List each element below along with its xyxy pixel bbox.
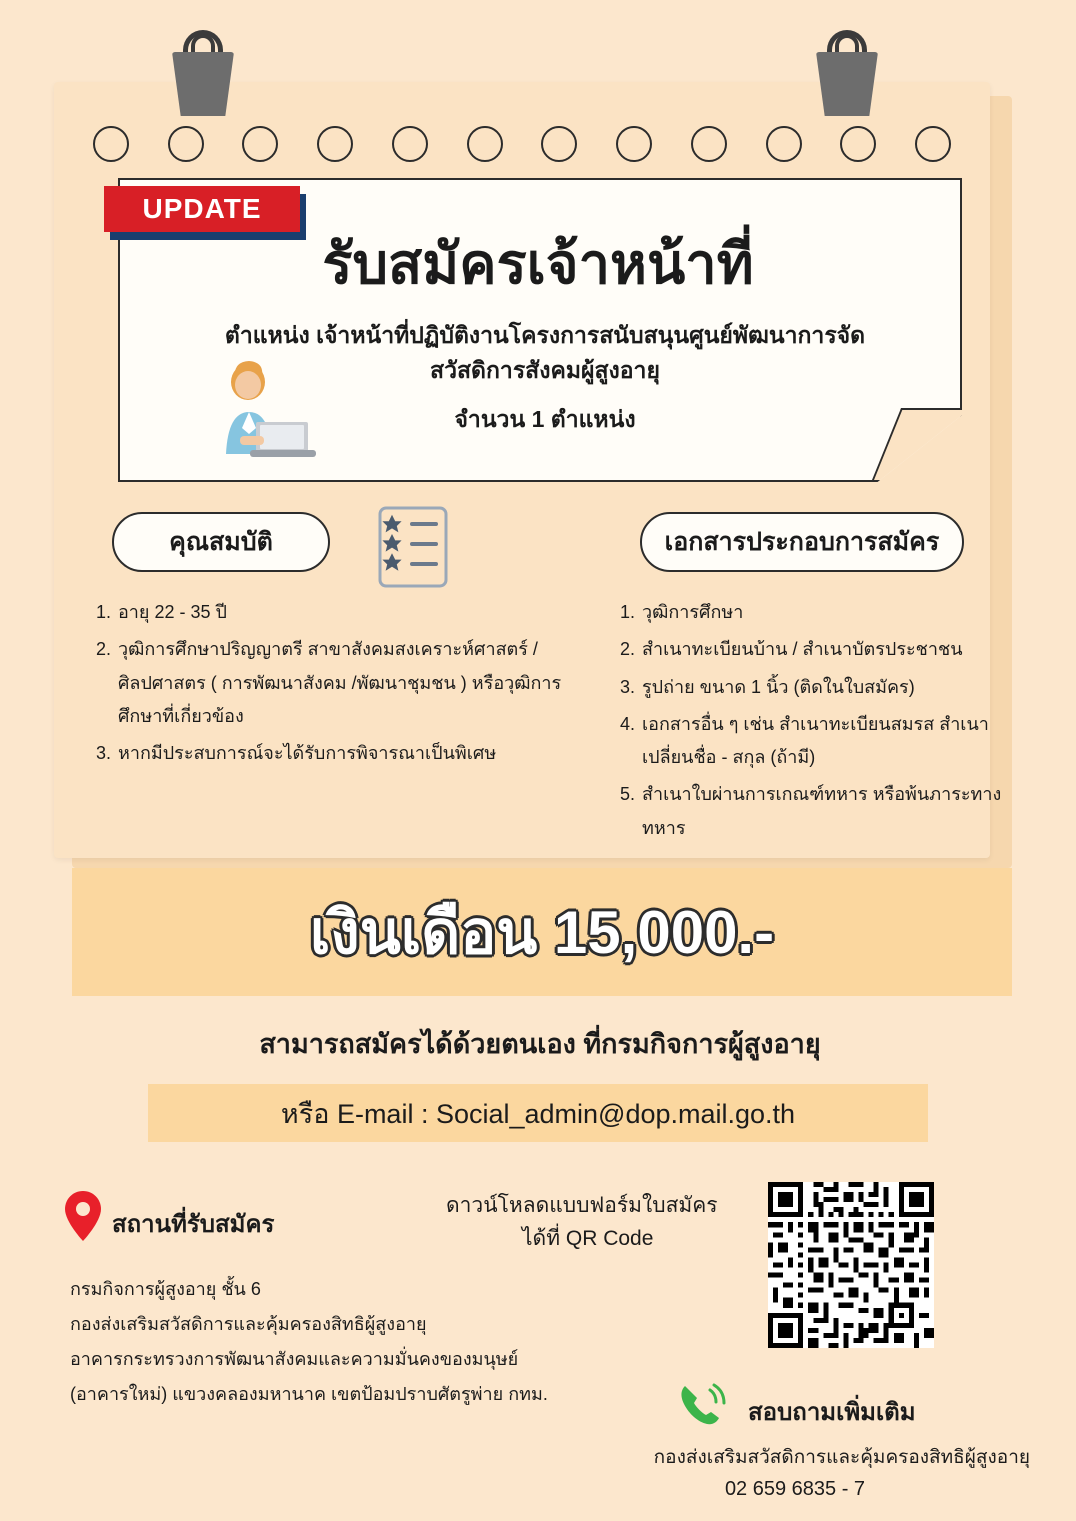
salary-band: [72, 868, 1012, 996]
binder-clip-icon: [172, 30, 234, 116]
phone-ringing-icon: [676, 1382, 726, 1428]
list-item-number: 5.: [620, 784, 636, 805]
qualifications-list: [96, 596, 566, 774]
punch-hole: [691, 126, 727, 162]
location-address: [70, 1272, 590, 1412]
apply-instructions: สามารถสมัครได้ด้วยตนเอง ที่กรมกิจการผู้สูงอายุ: [259, 1029, 821, 1059]
list-item-text: รูปถ่าย ขนาด 1 นิ้ว (ติดในใบสมัคร): [642, 676, 915, 697]
list-item: [620, 671, 1020, 704]
list-item-text: อายุ 22 - 35 ปี: [118, 602, 227, 622]
qr-caption-line-1: ดาวน์โหลดแบบฟอร์มใบสมัคร: [446, 1194, 718, 1217]
qualifications-pill-label: คุณสมบัติ: [169, 528, 273, 556]
list-item-text: หากมีประสบการณ์จะได้รับการพิจารณาเป็นพิเศษ: [118, 743, 497, 764]
address-line: กรมกิจการผู้สูงอายุ ชั้น 6: [70, 1279, 261, 1299]
list-item-number: 2.: [620, 639, 636, 660]
list-item: [620, 708, 1020, 775]
list-item-number: 1.: [96, 602, 112, 622]
list-item-text: เอกสารอื่น ๆ เช่น สำเนาทะเบียนสมรส สำเนาเปลี่ยนชื่อ - สกุล (ถ้ามี): [642, 713, 989, 768]
list-item: [96, 633, 566, 733]
punch-hole: [840, 126, 876, 162]
qualifications-pill: [112, 512, 330, 572]
address-line: (อาคารใหม่) แขวงคลองมหานาค เขตป้อมปราบศัตรูพ่าย กทม.: [70, 1384, 548, 1405]
status-badge: [104, 186, 300, 232]
page-title: รับสมัครเจ้าหน้าที่: [322, 232, 754, 295]
subtitle-line-2: สวัสดิการสังคมผู้สูงอายุ: [430, 356, 660, 383]
punch-hole: [467, 126, 503, 162]
documents-list: [620, 596, 1020, 849]
list-item-text: สำเนาใบผ่านการเกณฑ์ทหาร หรือพ้นภาระทางทหาร: [642, 784, 1002, 838]
address-line: กองส่งเสริมสวัสดิการและคุ้มครองสิทธิผู้สูงอายุ: [70, 1314, 427, 1335]
qr-caption-line-2: ได้ที่ QR Code: [522, 1226, 654, 1250]
punch-hole-row: [54, 124, 990, 164]
punch-hole: [541, 126, 577, 162]
list-item: [96, 737, 566, 770]
list-item-number: 3.: [620, 676, 636, 697]
documents-pill-label: เอกสารประกอบการสมัคร: [664, 528, 940, 556]
punch-hole: [168, 126, 204, 162]
punch-hole: [392, 126, 428, 162]
list-item: [620, 633, 1020, 666]
email-box[interactable]: [148, 1084, 928, 1142]
punch-hole: [93, 126, 129, 162]
list-item-text: วุฒิการศึกษาปริญญาตรี สาขาสังคมสงเคราะห์ศาสตร์ / ศิลปศาสตร ( การพัฒนาสังคม /พัฒนาชุมชน ) หรือวุฒิการศึกษาที่เกี่ยวข้อง: [118, 639, 562, 726]
punch-hole: [317, 126, 353, 162]
list-item-number: 1.: [620, 602, 636, 622]
list-item-text: สำเนาทะเบียนบ้าน / สำเนาบัตรประชาชน: [642, 639, 963, 660]
list-item-number: 2.: [96, 639, 112, 660]
location-pin-icon: [64, 1190, 102, 1242]
list-item-number: 3.: [96, 743, 112, 764]
email-text: หรือ E-mail : Social_admin@dop.mail.go.th: [280, 1098, 796, 1129]
punch-hole: [766, 126, 802, 162]
contact-department: กองส่งเสริมสวัสดิการและคุ้มครองสิทธิผู้สูงอายุ: [653, 1447, 1030, 1468]
subtitle-line-1: ตำแหน่ง เจ้าหน้าที่ปฏิบัติงานโครงการสนับสนุนศูนย์พัฒนาการจัด: [224, 322, 866, 348]
punch-hole: [616, 126, 652, 162]
punch-hole: [915, 126, 951, 162]
contact-title: สอบถามเพิ่มเติม: [748, 1399, 916, 1426]
contact-phone-number[interactable]: 02 659 6835 - 7: [724, 1478, 866, 1500]
list-item-number: 4.: [620, 713, 636, 734]
update-badge-label: UPDATE: [104, 186, 300, 232]
binder-clip-icon: [816, 30, 878, 116]
checklist-icon: [374, 500, 454, 592]
punch-hole: [242, 126, 278, 162]
list-item: [96, 596, 566, 629]
position-count: จำนวน 1 ตำแหน่ง: [454, 406, 636, 432]
location-title: สถานที่รับสมัคร: [112, 1211, 275, 1238]
qr-code-icon[interactable]: [768, 1182, 934, 1348]
documents-pill: [640, 512, 964, 572]
list-item-text: วุฒิการศึกษา: [642, 602, 744, 622]
list-item: [620, 596, 1020, 629]
person-with-laptop-icon: [200, 358, 320, 468]
address-line: อาคารกระทรวงการพัฒนาสังคมและความมั่นคงของมนุษย์: [70, 1349, 519, 1370]
list-item: [620, 778, 1020, 845]
qr-caption: [446, 1190, 746, 1255]
salary-text: เงินเดือน 15,000.-: [309, 898, 775, 966]
